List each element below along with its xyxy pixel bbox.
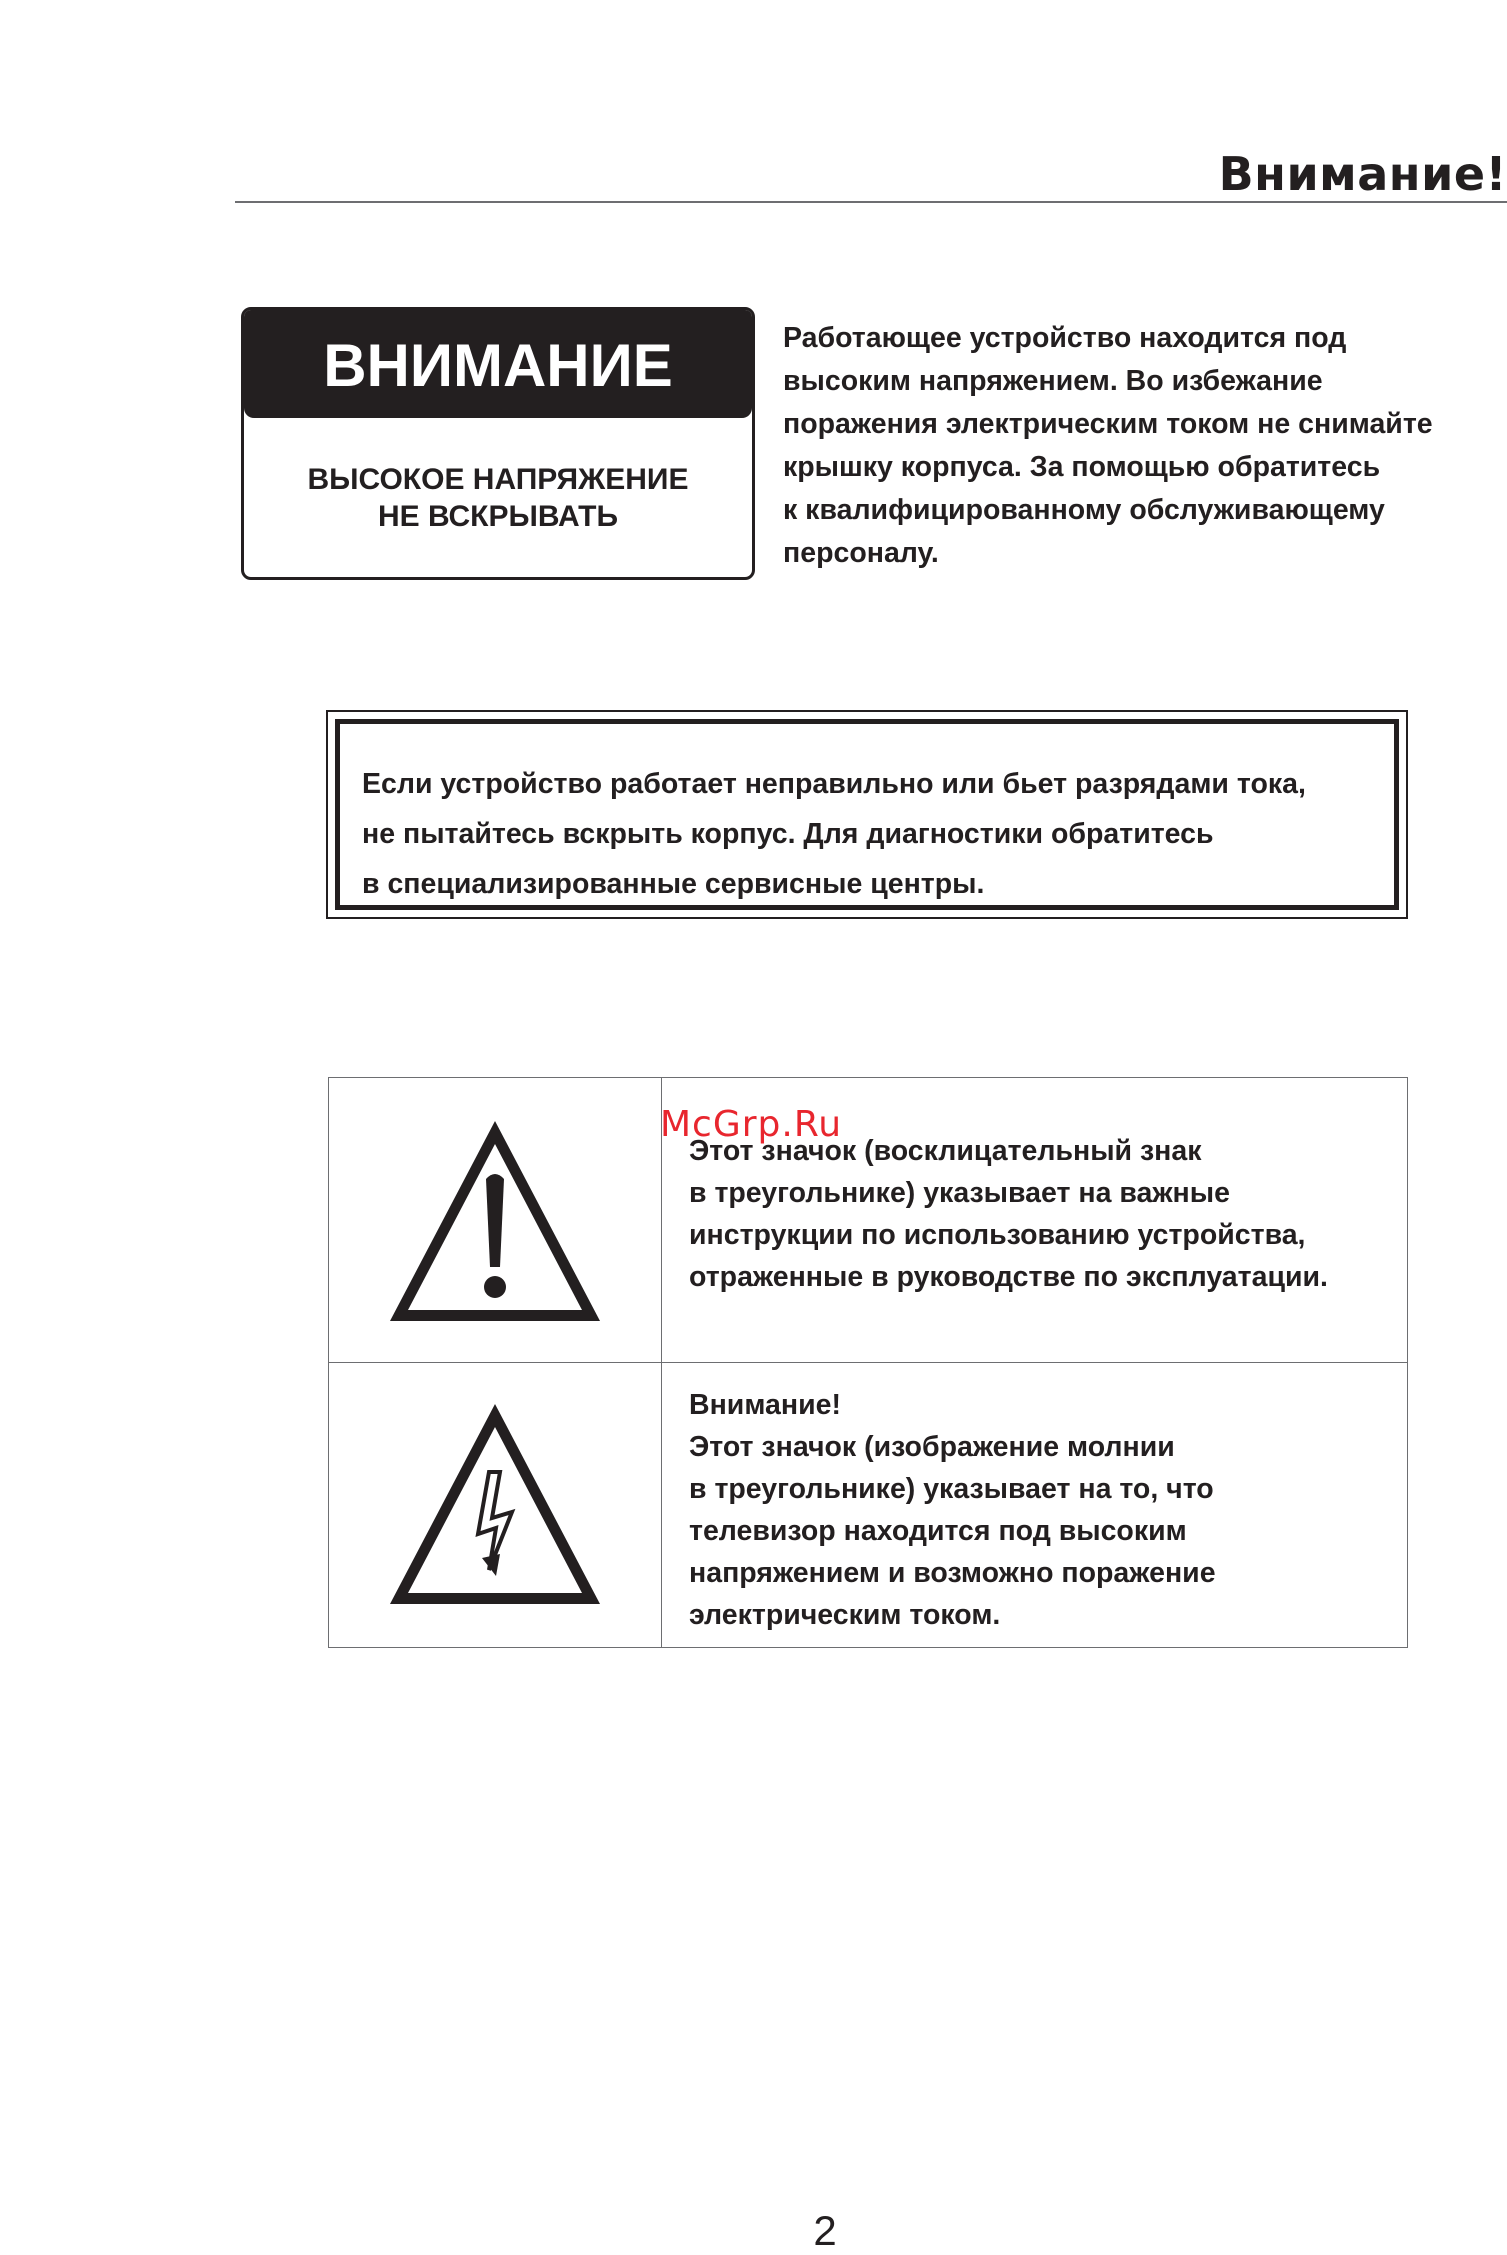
warning-label-body <box>244 418 752 535</box>
notice-line: Если устройство работает неправильно или бьет разрядами тока, <box>362 768 1306 800</box>
description-line: Этот значок (изображение молнии <box>689 1431 1175 1463</box>
lightning-description <box>689 1384 1216 1636</box>
warning-label-line: ВЫСОКОЕ НАПРЯЖЕНИЕ <box>307 463 689 496</box>
paragraph-line: персоналу. <box>783 537 939 569</box>
description-line: Этот значок (восклицательный знак <box>689 1135 1202 1167</box>
malfunction-notice-box <box>326 710 1408 919</box>
description-line: инструкции по использованию устройства, <box>689 1219 1306 1251</box>
paragraph-line: Работающее устройство находится под <box>783 322 1347 354</box>
high-voltage-paragraph <box>783 317 1493 575</box>
paragraph-line: высоким напряжением. Во избежание <box>783 365 1323 397</box>
paragraph-line: поражения электрическим током не снимайте <box>783 408 1433 440</box>
warning-label-line: НЕ ВСКРЫВАТЬ <box>377 500 619 533</box>
malfunction-notice-text <box>335 719 1399 910</box>
high-voltage-warning-label <box>241 307 755 580</box>
description-line: в треугольнике) указывает на то, что <box>689 1473 1214 1505</box>
page-number: 2 <box>813 2207 837 2254</box>
description-line: электрическим током. <box>689 1599 1001 1631</box>
exclamation-triangle-icon <box>386 1117 604 1325</box>
lightning-triangle-icon <box>386 1400 604 1608</box>
safety-symbols-table <box>328 1077 1408 1648</box>
paragraph-line: к квалифицированному обслуживающему <box>783 494 1385 526</box>
description-line: напряжением и возможно поражение <box>689 1557 1216 1589</box>
icon-cell <box>329 1078 662 1362</box>
heading-divider <box>235 201 1507 203</box>
warning-label-title: ВНИМАНИЕ <box>244 310 752 418</box>
notice-line: не пытайтесь вскрыть корпус. Для диагностики обратитесь <box>362 818 1214 850</box>
description-line: отраженные в руководстве по эксплуатации. <box>689 1261 1328 1293</box>
exclamation-description <box>689 1130 1328 1298</box>
table-row-exclamation <box>329 1078 1407 1363</box>
notice-line: в специализированные сервисные центры. <box>362 868 985 900</box>
icon-cell <box>329 1363 662 1647</box>
description-line: телевизор находится под высоким <box>689 1515 1187 1547</box>
description-line: в треугольнике) указывает на важные <box>689 1177 1230 1209</box>
table-row-lightning <box>329 1363 1407 1647</box>
paragraph-line: крышку корпуса. За помощью обратитесь <box>783 451 1381 483</box>
page-title: Внимание! <box>1218 147 1507 201</box>
description-line: Внимание! <box>689 1389 841 1421</box>
watermark: McGrp.Ru <box>660 1104 843 1145</box>
